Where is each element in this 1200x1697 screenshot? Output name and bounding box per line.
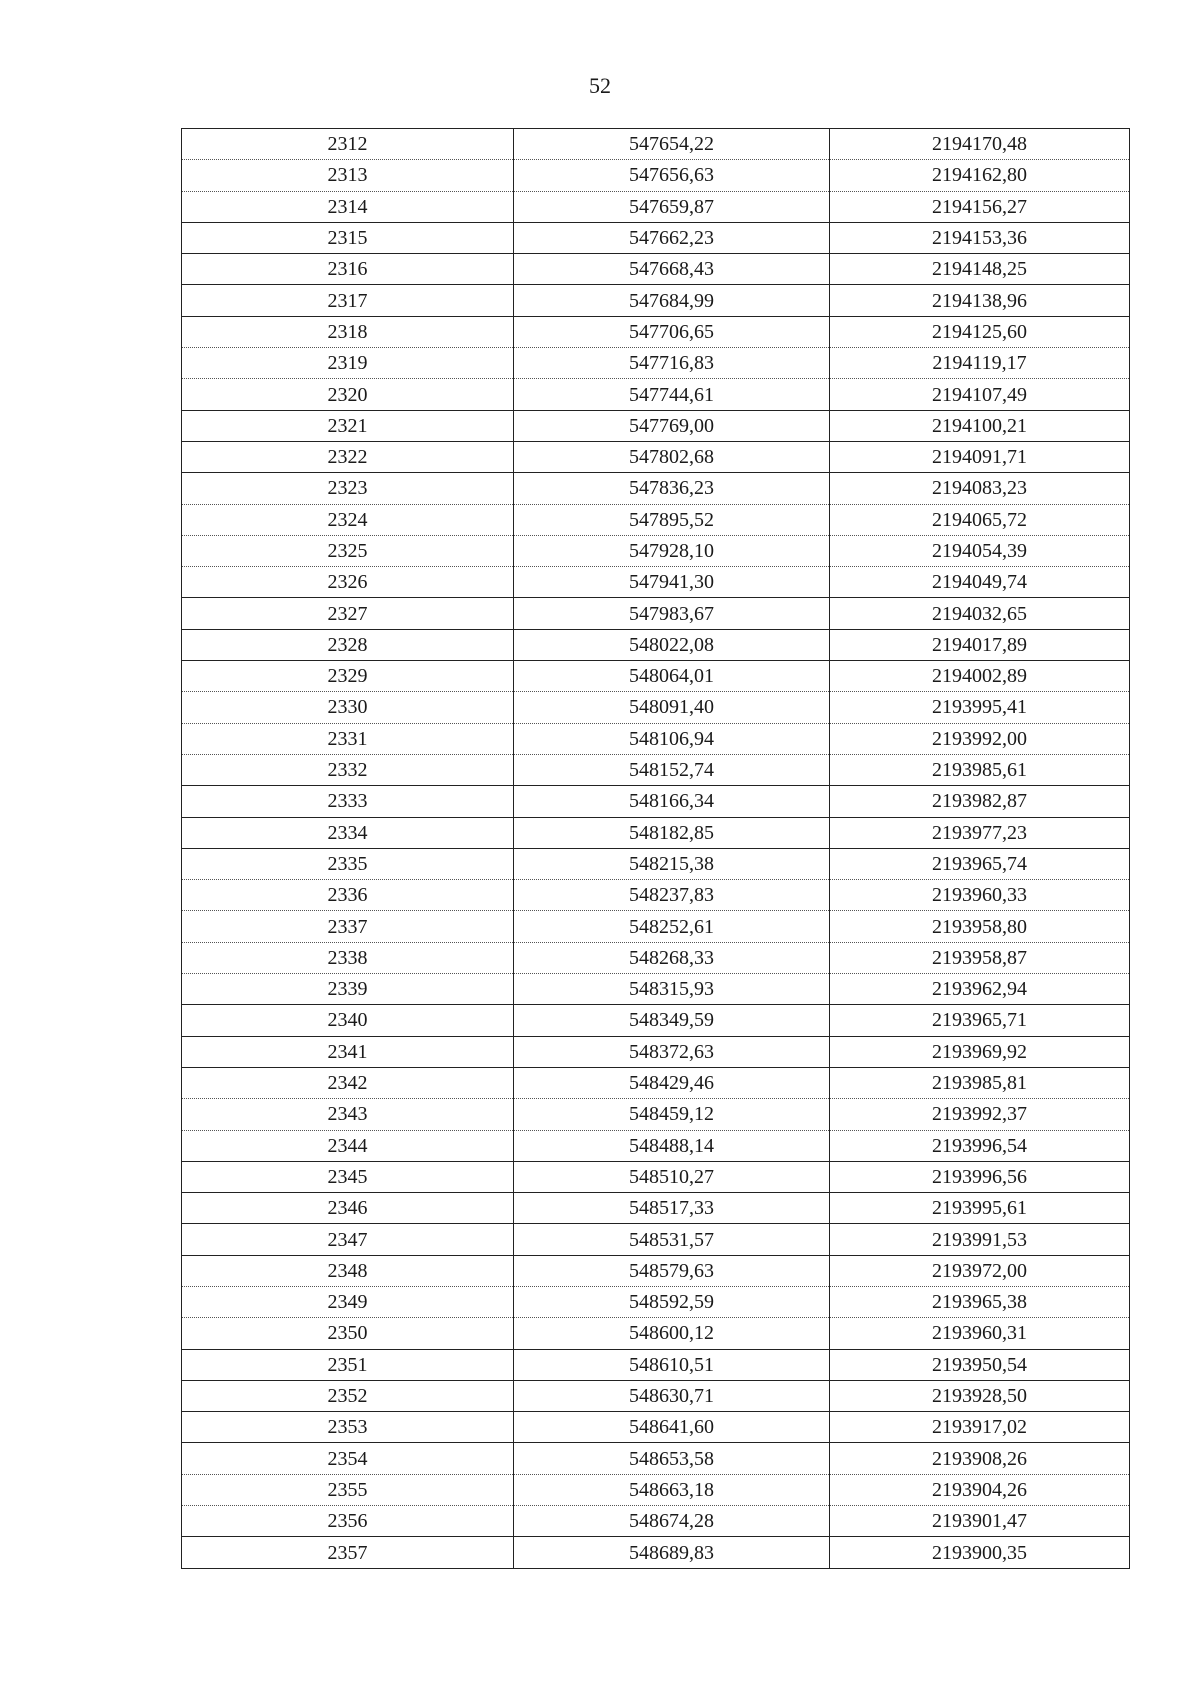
point-number-cell: 2329 bbox=[182, 661, 514, 692]
x-coordinate-cell: 548579,63 bbox=[514, 1255, 830, 1286]
point-number-cell: 2357 bbox=[182, 1537, 514, 1568]
x-coordinate-cell: 547654,22 bbox=[514, 129, 830, 160]
y-coordinate-cell: 2194083,23 bbox=[830, 473, 1130, 504]
x-coordinate-cell: 548488,14 bbox=[514, 1130, 830, 1161]
point-number-cell: 2342 bbox=[182, 1067, 514, 1098]
table-row bbox=[182, 848, 1130, 879]
point-number-cell: 2346 bbox=[182, 1193, 514, 1224]
x-coordinate-cell: 548689,83 bbox=[514, 1537, 830, 1568]
point-number-cell: 2353 bbox=[182, 1412, 514, 1443]
y-coordinate-cell: 2193985,61 bbox=[830, 754, 1130, 785]
y-coordinate-cell: 2194065,72 bbox=[830, 504, 1130, 535]
coordinates-table bbox=[181, 128, 1130, 1569]
point-number-cell: 2317 bbox=[182, 285, 514, 316]
table-row bbox=[182, 1130, 1130, 1161]
table-row bbox=[182, 222, 1130, 253]
y-coordinate-cell: 2193995,41 bbox=[830, 692, 1130, 723]
y-coordinate-cell: 2193908,26 bbox=[830, 1443, 1130, 1474]
table-row bbox=[182, 1005, 1130, 1036]
y-coordinate-cell: 2193972,00 bbox=[830, 1255, 1130, 1286]
x-coordinate-cell: 547983,67 bbox=[514, 598, 830, 629]
x-coordinate-cell: 548268,33 bbox=[514, 942, 830, 973]
x-coordinate-cell: 548592,59 bbox=[514, 1286, 830, 1317]
table-row bbox=[182, 817, 1130, 848]
point-number-cell: 2327 bbox=[182, 598, 514, 629]
x-coordinate-cell: 547928,10 bbox=[514, 535, 830, 566]
y-coordinate-cell: 2193996,54 bbox=[830, 1130, 1130, 1161]
x-coordinate-cell: 548510,27 bbox=[514, 1161, 830, 1192]
x-coordinate-cell: 548641,60 bbox=[514, 1412, 830, 1443]
y-coordinate-cell: 2194002,89 bbox=[830, 661, 1130, 692]
table-row bbox=[182, 410, 1130, 441]
point-number-cell: 2350 bbox=[182, 1318, 514, 1349]
point-number-cell: 2330 bbox=[182, 692, 514, 723]
point-number-cell: 2345 bbox=[182, 1161, 514, 1192]
x-coordinate-cell: 548663,18 bbox=[514, 1474, 830, 1505]
x-coordinate-cell: 548152,74 bbox=[514, 754, 830, 785]
point-number-cell: 2321 bbox=[182, 410, 514, 441]
point-number-cell: 2334 bbox=[182, 817, 514, 848]
table-row bbox=[182, 1318, 1130, 1349]
y-coordinate-cell: 2193900,35 bbox=[830, 1537, 1130, 1568]
point-number-cell: 2319 bbox=[182, 348, 514, 379]
y-coordinate-cell: 2194162,80 bbox=[830, 160, 1130, 191]
y-coordinate-cell: 2194148,25 bbox=[830, 254, 1130, 285]
y-coordinate-cell: 2194156,27 bbox=[830, 191, 1130, 222]
table-row bbox=[182, 723, 1130, 754]
table-row bbox=[182, 911, 1130, 942]
point-number-cell: 2349 bbox=[182, 1286, 514, 1317]
x-coordinate-cell: 547662,23 bbox=[514, 222, 830, 253]
y-coordinate-cell: 2193917,02 bbox=[830, 1412, 1130, 1443]
table-row bbox=[182, 1161, 1130, 1192]
table-row bbox=[182, 285, 1130, 316]
table-row bbox=[182, 254, 1130, 285]
x-coordinate-cell: 547716,83 bbox=[514, 348, 830, 379]
x-coordinate-cell: 548252,61 bbox=[514, 911, 830, 942]
table-row bbox=[182, 191, 1130, 222]
x-coordinate-cell: 548429,46 bbox=[514, 1067, 830, 1098]
y-coordinate-cell: 2194119,17 bbox=[830, 348, 1130, 379]
table-row bbox=[182, 348, 1130, 379]
y-coordinate-cell: 2194091,71 bbox=[830, 441, 1130, 472]
table-row bbox=[182, 316, 1130, 347]
x-coordinate-cell: 548674,28 bbox=[514, 1506, 830, 1537]
table-row bbox=[182, 692, 1130, 723]
y-coordinate-cell: 2194107,49 bbox=[830, 379, 1130, 410]
table-row bbox=[182, 1067, 1130, 1098]
table-row bbox=[182, 1286, 1130, 1317]
table-row bbox=[182, 1443, 1130, 1474]
x-coordinate-cell: 548517,33 bbox=[514, 1193, 830, 1224]
point-number-cell: 2322 bbox=[182, 441, 514, 472]
y-coordinate-cell: 2193965,38 bbox=[830, 1286, 1130, 1317]
x-coordinate-cell: 548531,57 bbox=[514, 1224, 830, 1255]
table-row bbox=[182, 1099, 1130, 1130]
x-coordinate-cell: 548600,12 bbox=[514, 1318, 830, 1349]
point-number-cell: 2333 bbox=[182, 786, 514, 817]
x-coordinate-cell: 547836,23 bbox=[514, 473, 830, 504]
point-number-cell: 2312 bbox=[182, 129, 514, 160]
y-coordinate-cell: 2193965,71 bbox=[830, 1005, 1130, 1036]
y-coordinate-cell: 2193982,87 bbox=[830, 786, 1130, 817]
table-row bbox=[182, 974, 1130, 1005]
point-number-cell: 2355 bbox=[182, 1474, 514, 1505]
point-number-cell: 2348 bbox=[182, 1255, 514, 1286]
point-number-cell: 2356 bbox=[182, 1506, 514, 1537]
x-coordinate-cell: 548630,71 bbox=[514, 1380, 830, 1411]
table-row bbox=[182, 1412, 1130, 1443]
x-coordinate-cell: 547706,65 bbox=[514, 316, 830, 347]
x-coordinate-cell: 548182,85 bbox=[514, 817, 830, 848]
point-number-cell: 2340 bbox=[182, 1005, 514, 1036]
x-coordinate-cell: 548315,93 bbox=[514, 974, 830, 1005]
table-row bbox=[182, 567, 1130, 598]
x-coordinate-cell: 547656,63 bbox=[514, 160, 830, 191]
table-row bbox=[182, 160, 1130, 191]
y-coordinate-cell: 2193901,47 bbox=[830, 1506, 1130, 1537]
x-coordinate-cell: 548091,40 bbox=[514, 692, 830, 723]
y-coordinate-cell: 2194017,89 bbox=[830, 629, 1130, 660]
table-row bbox=[182, 1474, 1130, 1505]
point-number-cell: 2351 bbox=[182, 1349, 514, 1380]
table-row bbox=[182, 880, 1130, 911]
table-row bbox=[182, 1193, 1130, 1224]
page-number: 52 bbox=[589, 73, 611, 98]
x-coordinate-cell: 547744,61 bbox=[514, 379, 830, 410]
y-coordinate-cell: 2193960,33 bbox=[830, 880, 1130, 911]
point-number-cell: 2338 bbox=[182, 942, 514, 973]
table-row bbox=[182, 441, 1130, 472]
point-number-cell: 2335 bbox=[182, 848, 514, 879]
y-coordinate-cell: 2193904,26 bbox=[830, 1474, 1130, 1505]
x-coordinate-cell: 548610,51 bbox=[514, 1349, 830, 1380]
y-coordinate-cell: 2193958,87 bbox=[830, 942, 1130, 973]
y-coordinate-cell: 2193992,37 bbox=[830, 1099, 1130, 1130]
table-row bbox=[182, 535, 1130, 566]
point-number-cell: 2320 bbox=[182, 379, 514, 410]
point-number-cell: 2341 bbox=[182, 1036, 514, 1067]
y-coordinate-cell: 2194138,96 bbox=[830, 285, 1130, 316]
point-number-cell: 2331 bbox=[182, 723, 514, 754]
point-number-cell: 2324 bbox=[182, 504, 514, 535]
table-row bbox=[182, 379, 1130, 410]
point-number-cell: 2339 bbox=[182, 974, 514, 1005]
x-coordinate-cell: 548215,38 bbox=[514, 848, 830, 879]
table-row bbox=[182, 754, 1130, 785]
y-coordinate-cell: 2194170,48 bbox=[830, 129, 1130, 160]
point-number-cell: 2328 bbox=[182, 629, 514, 660]
x-coordinate-cell: 547941,30 bbox=[514, 567, 830, 598]
y-coordinate-cell: 2194100,21 bbox=[830, 410, 1130, 441]
x-coordinate-cell: 548349,59 bbox=[514, 1005, 830, 1036]
y-coordinate-cell: 2193996,56 bbox=[830, 1161, 1130, 1192]
y-coordinate-cell: 2194054,39 bbox=[830, 535, 1130, 566]
x-coordinate-cell: 548237,83 bbox=[514, 880, 830, 911]
table-row bbox=[182, 786, 1130, 817]
y-coordinate-cell: 2193977,23 bbox=[830, 817, 1130, 848]
y-coordinate-cell: 2193928,50 bbox=[830, 1380, 1130, 1411]
x-coordinate-cell: 548106,94 bbox=[514, 723, 830, 754]
x-coordinate-cell: 548166,34 bbox=[514, 786, 830, 817]
point-number-cell: 2332 bbox=[182, 754, 514, 785]
point-number-cell: 2354 bbox=[182, 1443, 514, 1474]
table-row bbox=[182, 1224, 1130, 1255]
table-row bbox=[182, 1537, 1130, 1568]
y-coordinate-cell: 2193991,53 bbox=[830, 1224, 1130, 1255]
point-number-cell: 2314 bbox=[182, 191, 514, 222]
y-coordinate-cell: 2193958,80 bbox=[830, 911, 1130, 942]
point-number-cell: 2336 bbox=[182, 880, 514, 911]
table-row bbox=[182, 129, 1130, 160]
point-number-cell: 2343 bbox=[182, 1099, 514, 1130]
x-coordinate-cell: 548459,12 bbox=[514, 1099, 830, 1130]
table-row bbox=[182, 1349, 1130, 1380]
table-row bbox=[182, 504, 1130, 535]
table-row bbox=[182, 1036, 1130, 1067]
table-row bbox=[182, 629, 1130, 660]
table-row bbox=[182, 1380, 1130, 1411]
y-coordinate-cell: 2193965,74 bbox=[830, 848, 1130, 879]
y-coordinate-cell: 2194032,65 bbox=[830, 598, 1130, 629]
table-row bbox=[182, 661, 1130, 692]
x-coordinate-cell: 547802,68 bbox=[514, 441, 830, 472]
x-coordinate-cell: 548022,08 bbox=[514, 629, 830, 660]
y-coordinate-cell: 2194125,60 bbox=[830, 316, 1130, 347]
y-coordinate-cell: 2193969,92 bbox=[830, 1036, 1130, 1067]
point-number-cell: 2315 bbox=[182, 222, 514, 253]
point-number-cell: 2326 bbox=[182, 567, 514, 598]
y-coordinate-cell: 2193950,54 bbox=[830, 1349, 1130, 1380]
table-row bbox=[182, 598, 1130, 629]
table-row bbox=[182, 1506, 1130, 1537]
point-number-cell: 2323 bbox=[182, 473, 514, 504]
x-coordinate-cell: 547659,87 bbox=[514, 191, 830, 222]
y-coordinate-cell: 2193962,94 bbox=[830, 974, 1130, 1005]
table-row bbox=[182, 942, 1130, 973]
x-coordinate-cell: 547769,00 bbox=[514, 410, 830, 441]
y-coordinate-cell: 2193960,31 bbox=[830, 1318, 1130, 1349]
y-coordinate-cell: 2193992,00 bbox=[830, 723, 1130, 754]
point-number-cell: 2352 bbox=[182, 1380, 514, 1411]
point-number-cell: 2347 bbox=[182, 1224, 514, 1255]
x-coordinate-cell: 547684,99 bbox=[514, 285, 830, 316]
coordinates-table-body bbox=[182, 129, 1130, 1569]
point-number-cell: 2325 bbox=[182, 535, 514, 566]
point-number-cell: 2337 bbox=[182, 911, 514, 942]
y-coordinate-cell: 2194049,74 bbox=[830, 567, 1130, 598]
y-coordinate-cell: 2193985,81 bbox=[830, 1067, 1130, 1098]
x-coordinate-cell: 547668,43 bbox=[514, 254, 830, 285]
point-number-cell: 2344 bbox=[182, 1130, 514, 1161]
point-number-cell: 2316 bbox=[182, 254, 514, 285]
x-coordinate-cell: 548372,63 bbox=[514, 1036, 830, 1067]
y-coordinate-cell: 2193995,61 bbox=[830, 1193, 1130, 1224]
table-row bbox=[182, 473, 1130, 504]
table-row bbox=[182, 1255, 1130, 1286]
x-coordinate-cell: 547895,52 bbox=[514, 504, 830, 535]
x-coordinate-cell: 548064,01 bbox=[514, 661, 830, 692]
x-coordinate-cell: 548653,58 bbox=[514, 1443, 830, 1474]
point-number-cell: 2313 bbox=[182, 160, 514, 191]
y-coordinate-cell: 2194153,36 bbox=[830, 222, 1130, 253]
point-number-cell: 2318 bbox=[182, 316, 514, 347]
